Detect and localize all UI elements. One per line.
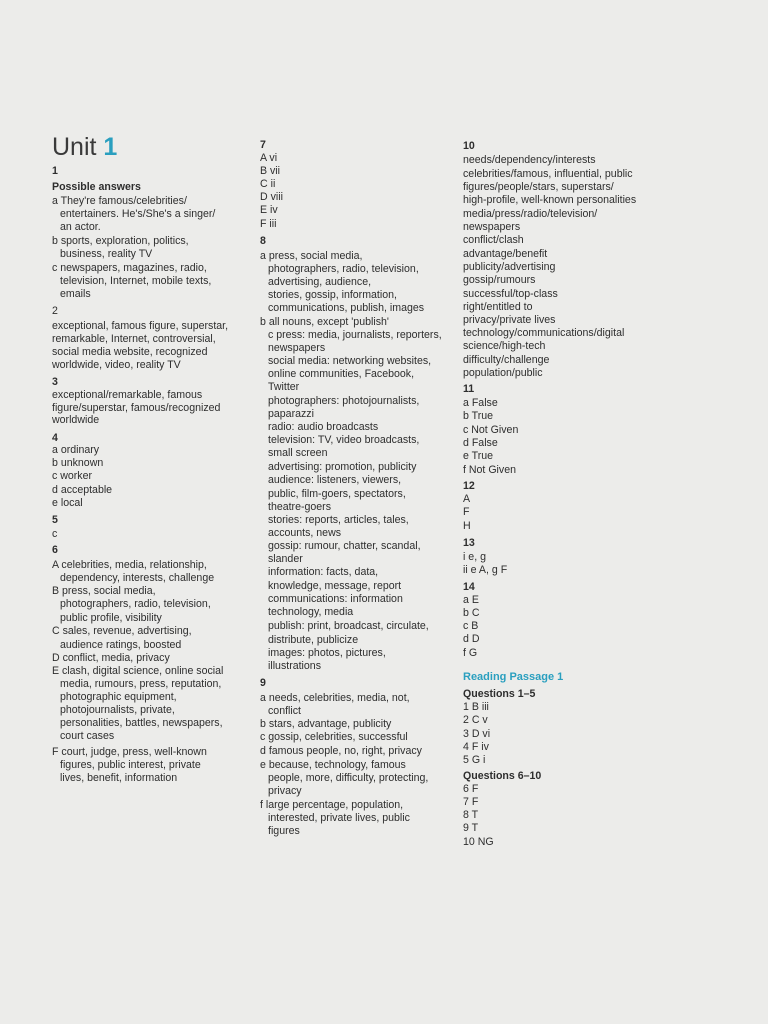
answer-line: photographers, radio, television, <box>268 263 419 275</box>
section-heading: 13 <box>463 537 475 549</box>
answer-line: interested, private lives, public <box>268 812 410 824</box>
section-heading: Reading Passage 1 <box>463 671 564 683</box>
answer-line: 7 F <box>463 796 479 808</box>
answer-line: e True <box>463 450 494 462</box>
answer-line: publicity/advertising <box>463 261 556 273</box>
answer-line: B press, social media, <box>52 585 156 597</box>
answer-line: figures, public interest, private <box>60 759 201 771</box>
answer-line: high-profile, well-known personalities <box>463 194 637 206</box>
answer-line: conflict/clash <box>463 234 524 246</box>
answer-line: social media website, recognized <box>52 346 208 358</box>
answer-line: gossip: rumour, chatter, scandal, <box>268 540 421 552</box>
answer-line: people, more, difficulty, protecting, <box>268 772 429 784</box>
answer-line: 8 T <box>463 809 479 821</box>
answer-line: f G <box>463 647 478 659</box>
answer-line: C sales, revenue, advertising, <box>52 625 192 637</box>
answer-line: accounts, news <box>268 527 342 539</box>
answer-line: advertising: promotion, publicity <box>268 461 417 473</box>
unit-word: Unit <box>52 133 97 161</box>
section-heading: 14 <box>463 581 475 593</box>
answer-line: figures <box>268 825 300 837</box>
answer-line: 2 <box>52 305 58 317</box>
answer-line: 4 F iv <box>463 741 489 753</box>
section-heading: Possible answers <box>52 181 141 193</box>
answer-line: celebrities/famous, influential, public <box>463 168 633 180</box>
answer-line: privacy/private lives <box>463 314 556 326</box>
section-heading: 4 <box>52 432 58 444</box>
answer-line: communications: information <box>268 593 403 605</box>
answer-line: science/high-tech <box>463 340 546 352</box>
answer-line: information: facts, data, <box>268 566 379 578</box>
answer-line: paparazzi <box>268 408 314 420</box>
answer-line: slander <box>268 553 303 565</box>
section-heading: 7 <box>260 139 266 151</box>
answer-line: 10 NG <box>463 836 494 848</box>
answer-line: D conflict, media, privacy <box>52 652 170 664</box>
answer-line: personalities, battles, newspapers, <box>60 717 223 729</box>
answer-line: E iv <box>260 204 278 216</box>
answer-line: c press: media, journalists, reporters, <box>268 329 442 341</box>
answer-line: photographers: photojournalists, <box>268 395 420 407</box>
section-heading: 11 <box>463 383 475 395</box>
answer-line: small screen <box>268 447 328 459</box>
answer-line: right/entitled to <box>463 301 533 313</box>
answer-line: court cases <box>60 730 115 742</box>
section-heading: 12 <box>463 480 475 492</box>
answer-line: entertainers. He's/She's a singer/ <box>60 208 216 220</box>
answer-line: a ordinary <box>52 444 100 456</box>
answer-line: e because, technology, famous <box>260 759 406 771</box>
section-heading: Questions 1–5 <box>463 688 536 700</box>
answer-line: c worker <box>52 470 93 482</box>
answer-line: gossip/rumours <box>463 274 536 286</box>
answer-line: f Not Given <box>463 464 516 476</box>
answer-line: F <box>463 506 470 518</box>
answer-line: d False <box>463 437 498 449</box>
answer-line: radio: audio broadcasts <box>268 421 379 433</box>
answer-line: photographic equipment, <box>60 691 177 703</box>
answer-line: 2 C v <box>463 714 488 726</box>
section-heading: 1 <box>52 165 58 177</box>
answer-line: population/public <box>463 367 543 379</box>
section-heading: 8 <box>260 235 266 247</box>
answer-line: needs/dependency/interests <box>463 154 596 166</box>
section-heading: 9 <box>260 677 266 689</box>
answer-line: stories, gossip, information, <box>268 289 397 301</box>
answer-line: advertising, audience, <box>268 276 372 288</box>
answer-line: business, reality TV <box>60 248 153 260</box>
answer-line: c newspapers, magazines, radio, <box>52 262 207 274</box>
answer-line: difficulty/challenge <box>463 354 550 366</box>
answer-line: exceptional, famous figure, superstar, <box>52 320 229 332</box>
answer-line: F iii <box>260 218 277 230</box>
answer-line: a False <box>463 397 498 409</box>
answer-line: c Not Given <box>463 424 519 436</box>
answer-line: A celebrities, media, relationship, <box>52 559 207 571</box>
answer-line: figure/superstar, famous/recognized <box>52 402 221 414</box>
answer-line: public, film-goers, spectators, <box>268 488 406 500</box>
answer-line: conflict <box>268 705 301 717</box>
section-heading: 5 <box>52 514 58 526</box>
answer-line: 3 D vi <box>463 728 491 740</box>
answer-line: technology, media <box>268 606 354 618</box>
answer-line: audience ratings, boosted <box>60 639 182 651</box>
answer-line: distribute, publicize <box>268 634 359 646</box>
answer-line: e local <box>52 497 83 509</box>
answer-line: privacy <box>268 785 302 797</box>
answer-line: a press, social media, <box>260 250 363 262</box>
answer-line: publish: print, broadcast, circulate, <box>268 620 429 632</box>
answer-line: D viii <box>260 191 283 203</box>
answer-line: b sports, exploration, politics, <box>52 235 189 247</box>
answer-line: i e, g <box>463 551 486 563</box>
answer-line: media, rumours, press, reputation, <box>60 678 222 690</box>
section-heading: Questions 6–10 <box>463 770 542 782</box>
section-heading: 6 <box>52 544 58 556</box>
answer-line: f large percentage, population, <box>260 799 404 811</box>
answer-line: d acceptable <box>52 484 113 496</box>
answer-line: media/press/radio/television/ <box>463 208 598 220</box>
answer-line: an actor. <box>60 221 101 233</box>
answer-line: d D <box>463 633 480 645</box>
answer-line: television, Internet, mobile texts, <box>60 275 212 287</box>
answer-line: Twitter <box>268 381 300 393</box>
answer-line: online communities, Facebook, <box>268 368 415 380</box>
answer-line: exceptional/remarkable, famous <box>52 389 203 401</box>
answer-line: 9 T <box>463 822 479 834</box>
answer-line: social media: networking websites, <box>268 355 432 367</box>
answer-line: advantage/benefit <box>463 248 548 260</box>
answer-line: photojournalists, private, <box>60 704 175 716</box>
answer-line: 6 F <box>463 783 479 795</box>
section-heading: 3 <box>52 376 58 388</box>
answer-line: worldwide, video, reality TV <box>52 359 181 371</box>
answer-line: figures/people/stars, superstars/ <box>463 181 614 193</box>
answer-line: worldwide <box>52 414 100 426</box>
answer-line: b all nouns, except 'publish' <box>260 316 389 328</box>
answer-line: photographers, radio, television, <box>60 598 211 610</box>
answer-line: 1 B iii <box>463 701 489 713</box>
answer-line: c B <box>463 620 479 632</box>
answer-line: dependency, interests, challenge <box>60 572 215 584</box>
answer-line: communications, publish, images <box>268 302 425 314</box>
answer-line: television: TV, video broadcasts, <box>268 434 420 446</box>
answer-line: lives, benefit, information <box>60 772 178 784</box>
answer-line: B vii <box>260 165 281 177</box>
answer-line: d famous people, no, right, privacy <box>260 745 422 757</box>
answer-line: a They're famous/celebrities/ <box>52 195 187 207</box>
section-heading: 10 <box>463 140 475 152</box>
answer-line: ii e A, g F <box>463 564 508 576</box>
answer-line: c gossip, celebrities, successful <box>260 731 408 743</box>
answer-line: A vi <box>260 152 278 164</box>
unit-number: 1 <box>103 133 118 161</box>
answer-line: knowledge, message, report <box>268 580 402 592</box>
answer-line: a E <box>463 594 479 606</box>
answer-line: newspapers <box>463 221 521 233</box>
answer-line: F court, judge, press, well-known <box>52 746 207 758</box>
answer-line: b C <box>463 607 480 619</box>
answer-line: 5 G i <box>463 754 486 766</box>
answer-line: successful/top-class <box>463 288 558 300</box>
answer-line: images: photos, pictures, <box>268 647 386 659</box>
answer-line: b True <box>463 410 494 422</box>
answer-line: theatre-goers <box>268 501 332 513</box>
answer-line: stories: reports, articles, tales, <box>268 514 409 526</box>
answer-line: b unknown <box>52 457 104 469</box>
answer-line: technology/communications/digital <box>463 327 625 339</box>
answer-line: b stars, advantage, publicity <box>260 718 392 730</box>
answer-line: a needs, celebrities, media, not, <box>260 692 410 704</box>
answer-line: C ii <box>260 178 276 190</box>
answer-line: A <box>463 493 471 505</box>
answer-line: newspapers <box>268 342 326 354</box>
answer-line: audience: listeners, viewers, <box>268 474 402 486</box>
answer-line: public profile, visibility <box>60 612 162 624</box>
page-title <box>52 133 117 161</box>
answer-line: c <box>52 528 58 540</box>
answer-line: remarkable, Internet, controversial, <box>52 333 216 345</box>
answer-line: E clash, digital science, online social <box>52 665 224 677</box>
answer-line: emails <box>60 288 91 300</box>
answer-line: illustrations <box>268 660 321 672</box>
answer-line: H <box>463 520 471 532</box>
